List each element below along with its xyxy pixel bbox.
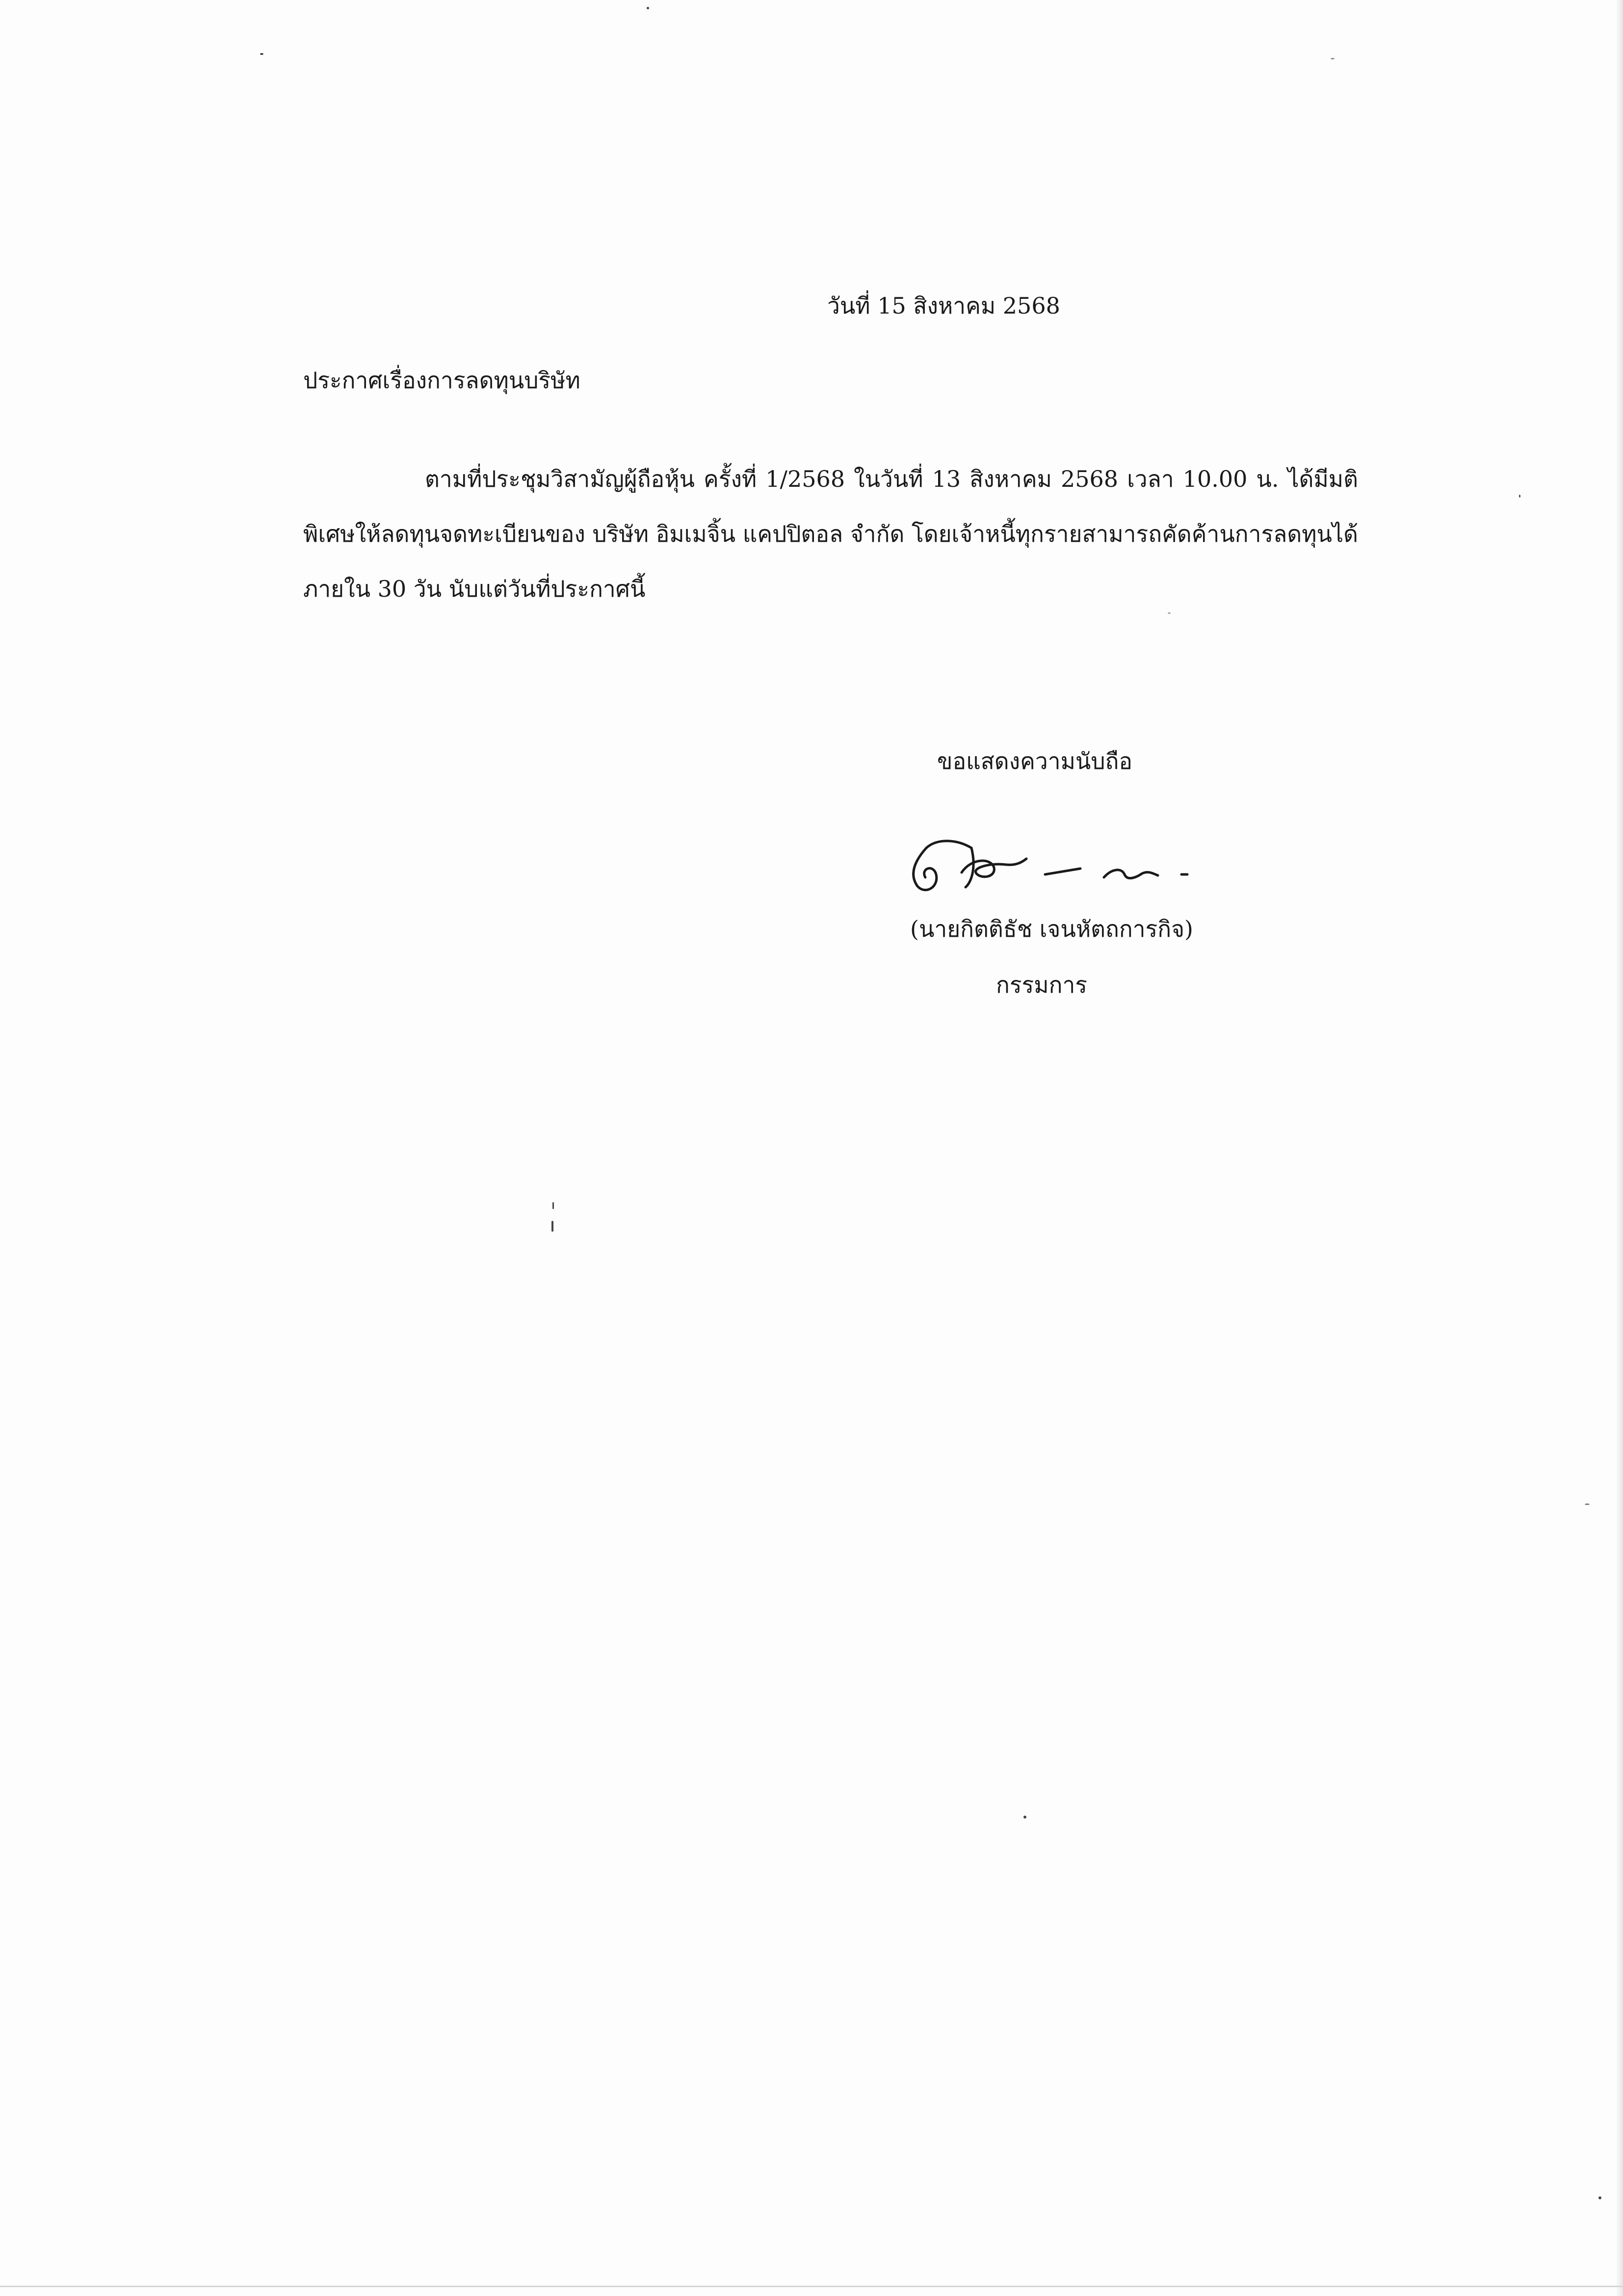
letter-body: ตามที่ประชุมวิสามัญผู้ถือหุ้น ครั้งที่ 1/2568 ในวันที่ 13 สิงหาคม 2568 เวลา 10.00 น. ได้มีมติพิเศษให้ลดทุนจดทะเบียนของ บริษัท อิมเมจิ้น แคปปิตอล จำกัด โดยเจ้าหนี้ทุกรายสามารถคัดค้านการลดทุนได้ภายใน 30 วัน นับแต่วันที่ประกาศนี้ xyxy=(303,466,1358,602)
scan-speck xyxy=(551,1221,553,1232)
signer-name: (นายกิตติธัช เจนหัตถการกิจ) xyxy=(910,916,1193,942)
scan-speck xyxy=(1598,2196,1601,2199)
scan-speck xyxy=(1585,1504,1590,1505)
letter-subject: ประกาศเรื่องการลดทุนบริษัท xyxy=(303,367,580,394)
scan-speck xyxy=(552,1202,554,1209)
scan-speck xyxy=(1023,1816,1026,1819)
letter-date: วันที่ 15 สิงหาคม 2568 xyxy=(827,292,1060,319)
signer-title: กรรมการ xyxy=(996,972,1087,998)
scan-speck xyxy=(260,53,263,55)
letter-closing: ขอแสดงความนับถือ xyxy=(937,748,1133,774)
scan-bottom-edge xyxy=(0,2286,1623,2287)
scan-edge-shadow xyxy=(1616,0,1623,2296)
scan-speck xyxy=(1519,495,1520,498)
scan-speck xyxy=(647,7,649,9)
scan-speck xyxy=(1331,58,1335,59)
handwritten-signature xyxy=(898,828,1192,907)
